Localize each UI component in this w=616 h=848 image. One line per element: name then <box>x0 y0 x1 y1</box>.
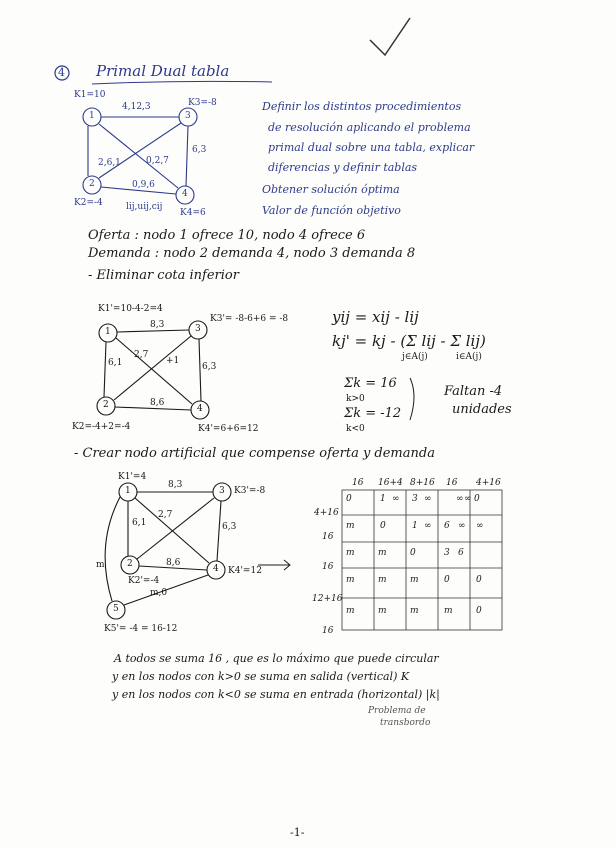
table-cell: m <box>378 548 387 558</box>
table-cell: m <box>410 575 419 585</box>
graph3-node2-label: 2 <box>127 559 133 569</box>
check-mark <box>370 18 410 55</box>
table-cell: 0 <box>476 575 482 585</box>
table-cell: ∞ <box>464 494 472 504</box>
sum-positive-sub: k>0 <box>346 394 365 404</box>
table-cell: 0 <box>476 606 482 616</box>
formula-kj-sub2: i∈A(j) <box>456 352 482 362</box>
graph1-edge23-label: 0,2,7 <box>146 156 169 166</box>
graph1-edge24-label: 0,9,6 <box>132 180 155 190</box>
graph1-node4-label: 4 <box>182 189 188 199</box>
graph3-edge24-label: 8,6 <box>166 558 181 568</box>
footer-note-1: Problema de <box>368 706 426 716</box>
title-underline <box>92 81 272 84</box>
graph2-edge23-label: 2,7 <box>134 350 149 360</box>
table-cell: ∞ <box>476 521 484 531</box>
graph2-edge23-extra: +1 <box>166 356 180 366</box>
faltan-label: Faltan -4 <box>444 384 503 399</box>
graph3-node5-label: 5 <box>113 604 119 614</box>
graph2-edge24-label: 8,6 <box>150 398 165 408</box>
table-cell: 1 <box>380 494 386 504</box>
graph1-edge21-label: 2,6,1 <box>98 158 121 168</box>
graph1-node1-label: 1 <box>89 111 95 121</box>
bullet-line-4: diferencias y definir tablas <box>268 161 418 174</box>
table-cell: ∞ <box>456 494 464 504</box>
demanda-line: Demanda : nodo 2 demanda 4, nodo 3 demanda 8 <box>88 246 416 261</box>
graph1-node2-label: 2 <box>89 179 95 189</box>
sum-positive: Σk = 16 <box>344 376 397 391</box>
graph2-k2: K2=-4+2=-4 <box>72 422 131 432</box>
step-crear-nodo: - Crear nodo artificial que compense oferta y demanda <box>74 446 435 461</box>
table-cell: 0 <box>444 575 450 585</box>
graph1-k3: K3=-8 <box>188 98 217 108</box>
table-col-header-1: 16 <box>352 478 364 488</box>
graph1-edge-legend: lij,uij,cij <box>126 202 163 212</box>
table-row-header-1: 4+16 <box>314 508 339 518</box>
graph2-k4: K4'=6+6=12 <box>198 424 259 434</box>
table-cell: ∞ <box>392 494 400 504</box>
bullet-line-1: Definir los distintos procedimientos <box>262 100 462 113</box>
graph2-k3: K3'= -8-6+6 = -8 <box>210 314 289 324</box>
page-number: -1- <box>290 826 305 839</box>
table-cell: m <box>378 575 387 585</box>
step-eliminar-cota: - Eliminar cota inferior <box>88 268 239 283</box>
graph3-node1-label: 1 <box>125 486 131 496</box>
footer-note-2: transbordo <box>380 718 431 728</box>
graph1-edge-23 <box>99 123 181 178</box>
table-cell: m <box>410 606 419 616</box>
sum-negative: Σk = -12 <box>344 406 402 421</box>
graph2-node3-label: 3 <box>195 324 201 334</box>
graph2-k1: K1'=10-4-2=4 <box>98 304 163 314</box>
table-col-header-3: 8+16 <box>410 478 435 488</box>
graph3-edge25-label: m,0 <box>150 588 168 598</box>
table-cell: 0 <box>474 494 480 504</box>
graph3-edge15-label: m <box>96 560 105 570</box>
graph3-k1: K1'=4 <box>118 472 147 482</box>
graph1-edge34-label: 6,3 <box>192 145 207 155</box>
graph3-k5: K5'= -4 = 16-12 <box>104 624 178 634</box>
graph1-k2: K2=-4 <box>74 198 103 208</box>
graph3-node3-label: 3 <box>219 486 225 496</box>
table-cell: m <box>346 575 355 585</box>
graph1-k4: K4=6 <box>180 208 206 218</box>
graph1-k1: K1=10 <box>74 90 106 100</box>
table-col-header-5: 4+16 <box>476 478 501 488</box>
table-cell: 0 <box>410 548 416 558</box>
table-row-header-4: 12+16 <box>312 594 343 604</box>
graph1-node3-label: 3 <box>185 111 191 121</box>
table-cell: m <box>346 548 355 558</box>
formula-kj: kj' = kj - (Σ lij - Σ lij) <box>332 332 486 350</box>
graph3-edge34-label: 6,3 <box>222 522 237 532</box>
table-cell: 3 <box>412 494 418 504</box>
bullet-line-2: de resolución aplicando el problema <box>268 121 471 134</box>
unidades-label: unidades <box>452 402 512 417</box>
graph2-edge13-label: 8,3 <box>150 320 165 330</box>
graph2-edge34-label: 6,3 <box>202 362 217 372</box>
table-cell: 3 <box>444 548 450 558</box>
graph2-node2-label: 2 <box>103 400 109 410</box>
table-cell: 0 <box>380 521 386 531</box>
bullet-line-3: primal dual sobre una tabla, explicar <box>268 141 475 154</box>
table-cell: 6 <box>444 521 450 531</box>
formula-yij: yij = xij - lij <box>332 308 419 326</box>
table-row-header-3: 16 <box>322 562 334 572</box>
graph3-k2: K2'=-4 <box>128 576 160 586</box>
graph2-node4-label: 4 <box>197 404 203 414</box>
table-cell: ∞ <box>424 494 432 504</box>
sum-negative-sub: k<0 <box>346 424 365 434</box>
graph3 <box>105 483 231 619</box>
graph3-edge23-label: 2,7 <box>158 510 173 520</box>
arrow-to-table <box>258 560 290 570</box>
bullet-line-5: Obtener solución óptima <box>262 183 400 196</box>
table-cell: 6 <box>458 548 464 558</box>
graph1-edge-34 <box>186 126 188 186</box>
graph3-k3: K3'=-8 <box>234 486 266 496</box>
graph3-edge13-label: 8,3 <box>168 480 183 490</box>
table-cell: 1 <box>412 521 418 531</box>
graph1-edge13-label: 4,12,3 <box>122 102 151 112</box>
note-line-1: A todos se suma 16 , que es lo máximo que puede circular <box>114 652 439 665</box>
graph3-node4-label: 4 <box>213 564 219 574</box>
table-cell: m <box>346 521 355 531</box>
graph2-node1-label: 1 <box>105 327 111 337</box>
page-title: Primal Dual tabla <box>96 62 230 80</box>
graph3-edge21-label: 6,1 <box>132 518 147 528</box>
sum-bracket <box>410 378 414 420</box>
table-cell: m <box>378 606 387 616</box>
table-cell: m <box>346 606 355 616</box>
note-line-3: y en los nodos con k<0 se suma en entrada (horizontal) |k| <box>112 688 440 701</box>
graph2-edge21-label: 6,1 <box>108 358 123 368</box>
table-cell: m <box>444 606 453 616</box>
note-line-2: y en los nodos con k>0 se suma en salida (vertical) K <box>112 670 410 683</box>
bullet-line-6: Valor de función objetivo <box>262 204 401 217</box>
graph3-k4: K4'=12 <box>228 566 262 576</box>
oferta-line: Oferta : nodo 1 ofrece 10, nodo 4 ofrece 6 <box>88 228 366 243</box>
table-cell: 0 <box>346 494 352 504</box>
formula-kj-sub1: j∈A(j) <box>402 352 428 362</box>
table-col-header-2: 16+4 <box>378 478 403 488</box>
table-col-header-4: 16 <box>446 478 458 488</box>
table-row-header-5: 16 <box>322 626 334 636</box>
table-row-header-2: 16 <box>322 532 334 542</box>
table-cell: ∞ <box>458 521 466 531</box>
header-number: 4 <box>58 66 65 79</box>
table-cell: ∞ <box>424 521 432 531</box>
